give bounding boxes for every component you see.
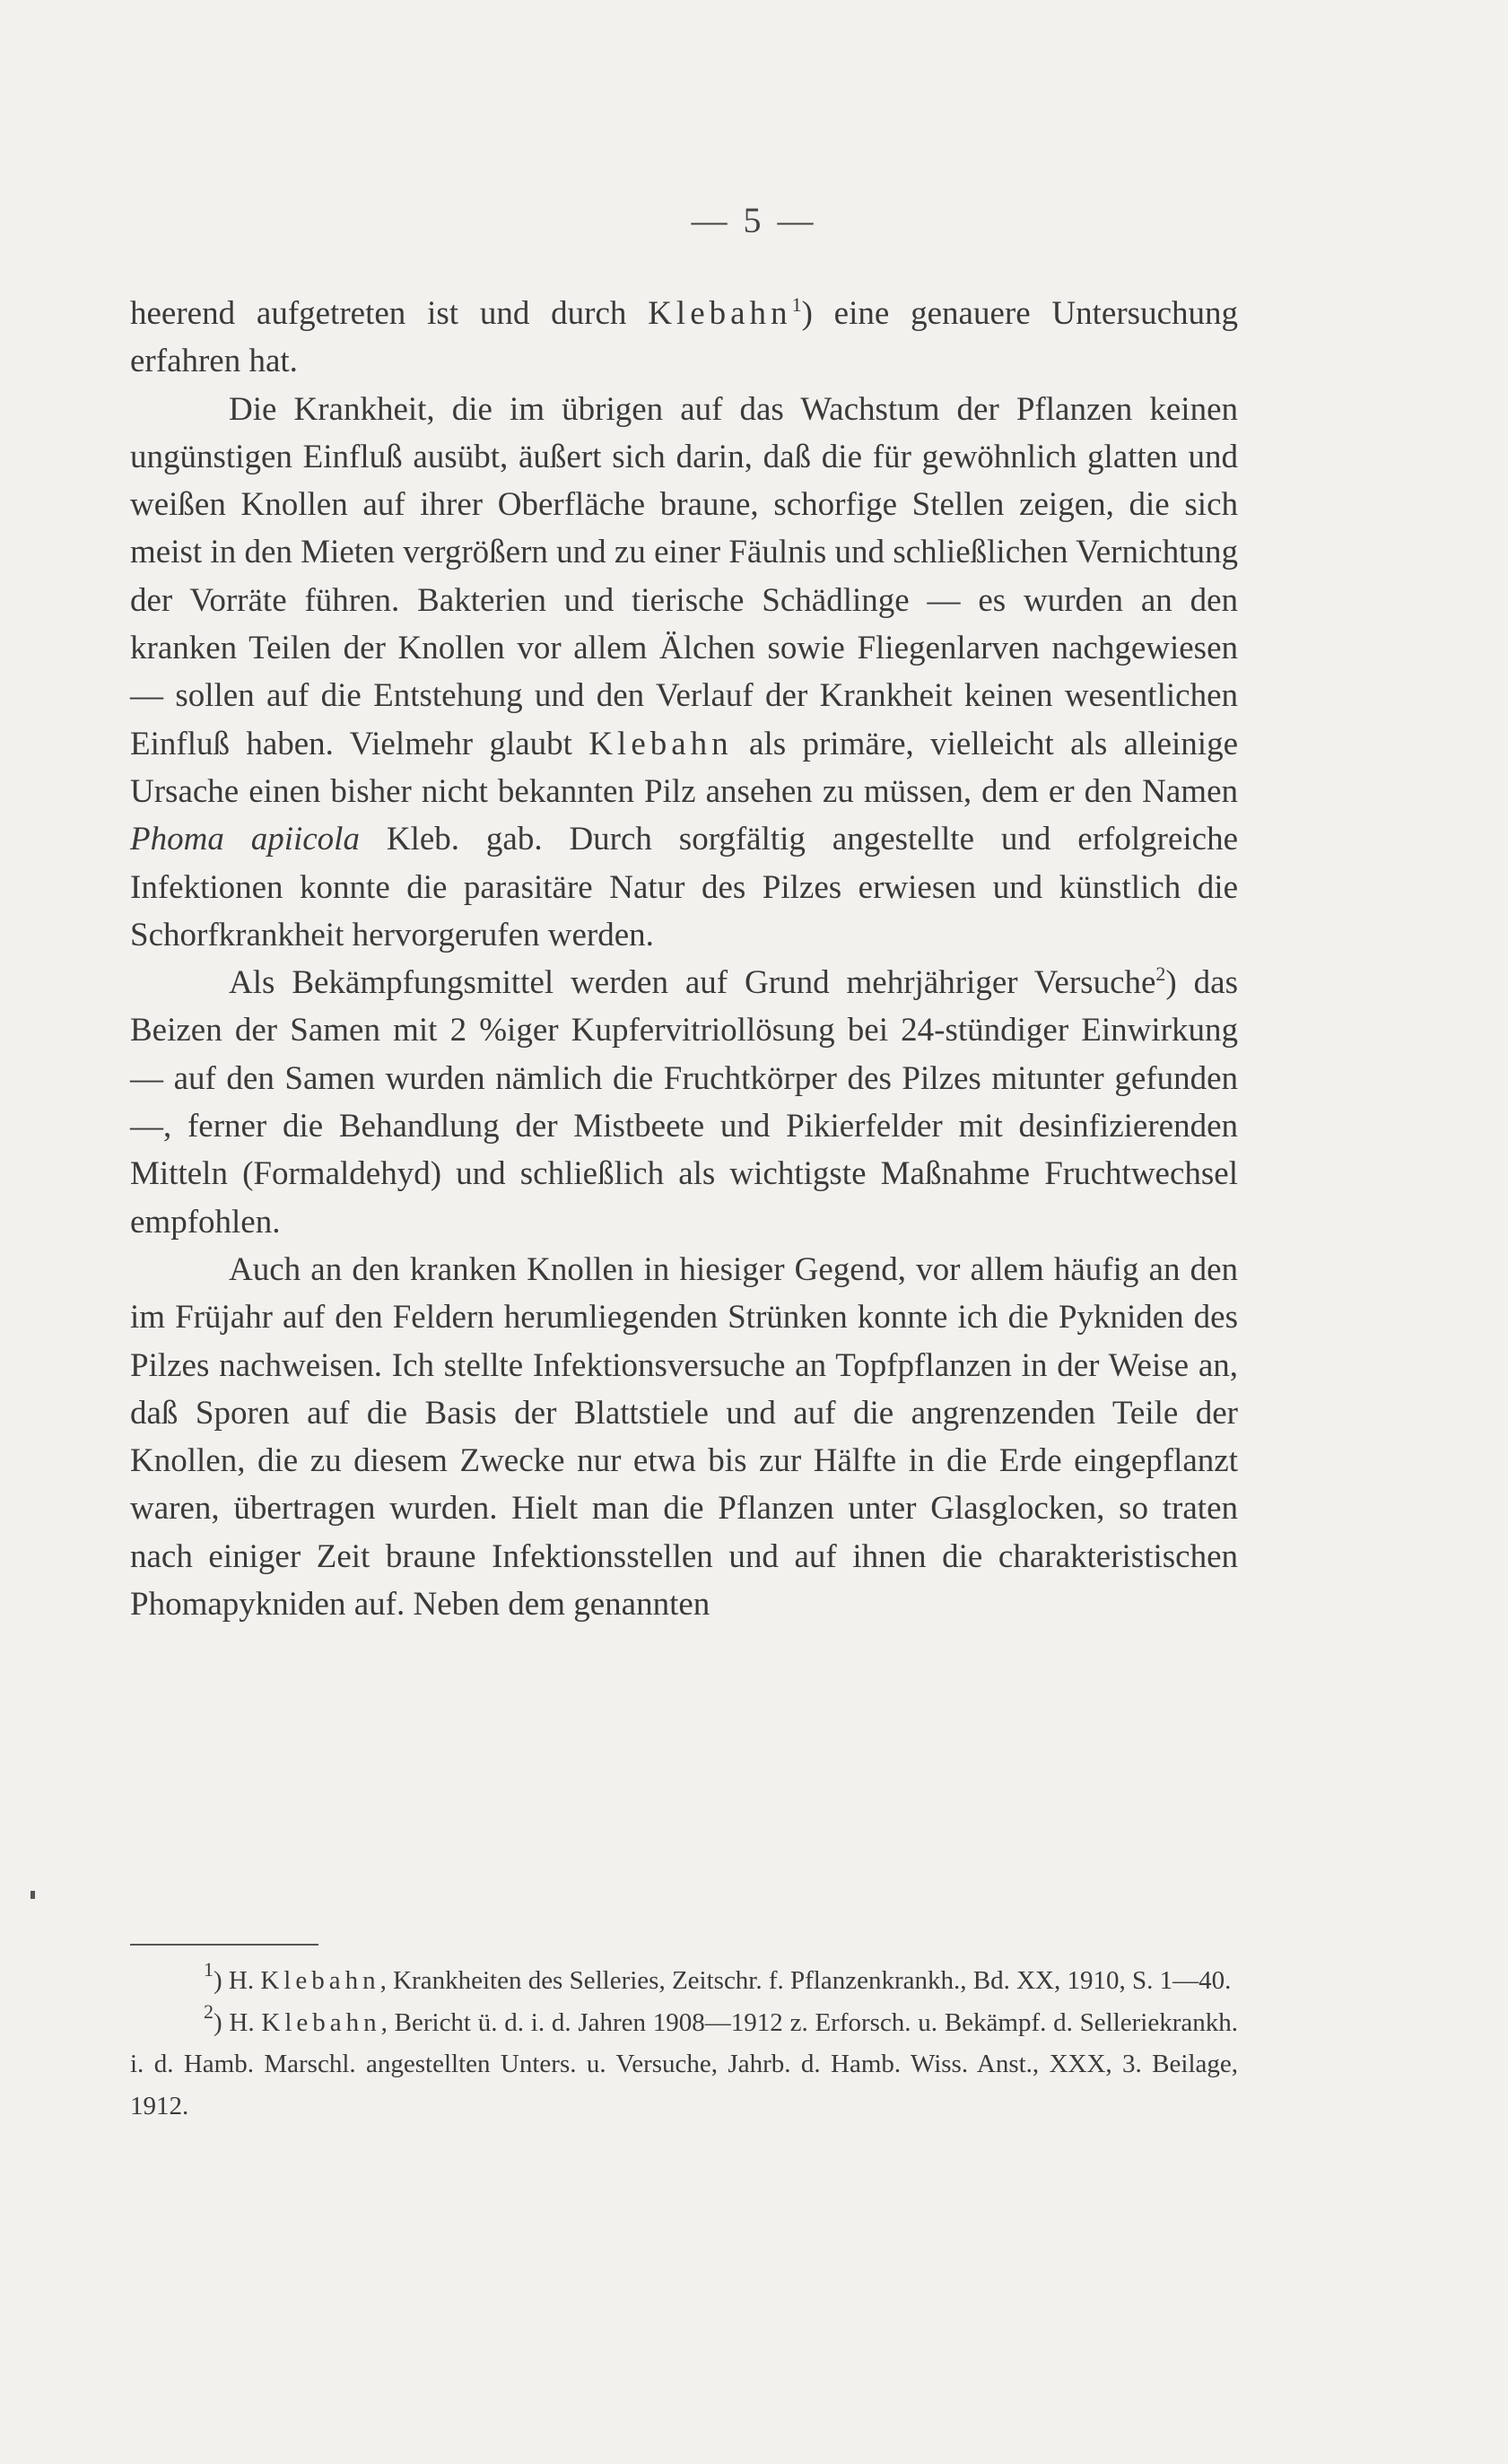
footnote-ref: 1 (791, 293, 802, 316)
footnote-ref: 2 (1155, 962, 1166, 986)
text-run: Kleb. gab. Durch sorgfältig angestellte und erfolgreiche Infektionen konnte die parasitäre Natur des Pilzes erwiesen und künstlich die Schorfkrankheit hervorgerufen werden. (130, 821, 1238, 953)
text-run: Auch an den kranken Knollen in hiesiger Gegend, vor allem häufig an den im Früjahr auf den Feldern herumliegenden Strünken konnte ich die Pykniden des Pilzes nachweisen. Ich stellte Infektionsversuche an Topfpflanzen in der Weise an, daß Sporen auf die Basis der Blattstiele und auf die angrenzenden Teile der Knollen, die zu diesem Zwecke nur etwa bis zur Hälfte in die Erde eingepflanzt waren, übertragen wurden. Hielt man die Pflanzen unter Glasglocken, so traten nach einiger Zeit braune Infektionsstellen und auf ihnen die charakteristischen Phomapykniden auf. Neben dem genannten (130, 1250, 1238, 1624)
paragraph-4 (130, 1246, 1238, 1628)
author-name: Klebahn (588, 725, 733, 762)
text-run: ) eine genauere Untersuchung erfahren hat. (130, 295, 1238, 380)
body-text (130, 290, 1238, 1628)
footnotes (130, 1960, 1238, 2127)
author-name: Klebahn (648, 295, 792, 332)
text-run: ) das Beizen der Samen mit 2 %iger Kupfervitriollösung bei 24-stündiger Einwirkung — auf den Samen wurden nämlich die Fruchtkörper des Pilzes mitunter gefunden —, ferner die Behandlung der Mistbeete und Pikierfelder mit desinfizierenden Mitteln (Formaldehyd) und schließlich als wichtigste Maßnahme Fruchtwechsel empfohlen. (130, 964, 1238, 1241)
footnote-1 (130, 1960, 1238, 2002)
text-run: heerend aufgetreten ist und durch (130, 295, 649, 332)
paragraph-1 (130, 290, 1238, 386)
author-name: Klebahn (261, 2007, 381, 2037)
species-name: Phoma apiicola (130, 821, 360, 858)
margin-mark (31, 1891, 35, 1899)
paragraph-3 (130, 959, 1238, 1246)
text-run: als primäre, vielleicht als alleinige Ursache einen bisher nicht bekannten Pilz ansehen zu müssen, dem er den Namen (130, 725, 1238, 810)
footnote-mark: 2 (204, 1999, 214, 2023)
footnote-rule (130, 1944, 318, 1946)
paragraph-2 (130, 386, 1238, 960)
text-run: ) H. (214, 2007, 262, 2037)
text-run: Als Bekämpfungsmittel werden auf Grund mehrjähriger Versuche (229, 964, 1156, 1002)
text-run: , Bericht ü. d. i. d. Jahren 1908—1912 z. Erforsch. u. Bekämpf. d. Selleriekrankh. i. d. Hamb. Marschl. angestellten Unters. u. Versuche, Jahrb. d. Hamb. Wiss. Anst., XXX, 3. Beilage, 1912. (130, 2007, 1238, 2120)
footnote-mark: 1 (204, 1958, 214, 1981)
footnote-2 (130, 1999, 1238, 2128)
page-number: — 5 — (691, 200, 817, 240)
text-run: Die Krankheit, die im übrigen auf das Wachstum der Pflanzen keinen ungünstigen Einfluß ausübt, äußert sich darin, daß die für gewöhnlich glatten und weißen Knollen auf ihrer Oberfläche braune, schorfige Stellen zeigen, die sich meist in den Mieten vergrößern und zu einer Fäulnis und schließlichen Vernichtung der Vorräte führen. Bakterien und tierische Schädlinge — es wurden an den kranken Teilen der Knollen vor allem Älchen sowie Fliegenlarven nachgewiesen — sollen auf die Entstehung und den Verlauf der Krankheit keinen wesentlichen Einfluß haben. Vielmehr glaubt (130, 390, 1238, 762)
author-name: Klebahn (260, 1966, 380, 1995)
text-run: , Krankheiten des Selleries, Zeitschr. f. Pflanzenkrankh., Bd. XX, 1910, S. 1—40. (379, 1966, 1232, 1995)
text-run: ) H. (214, 1966, 261, 1995)
